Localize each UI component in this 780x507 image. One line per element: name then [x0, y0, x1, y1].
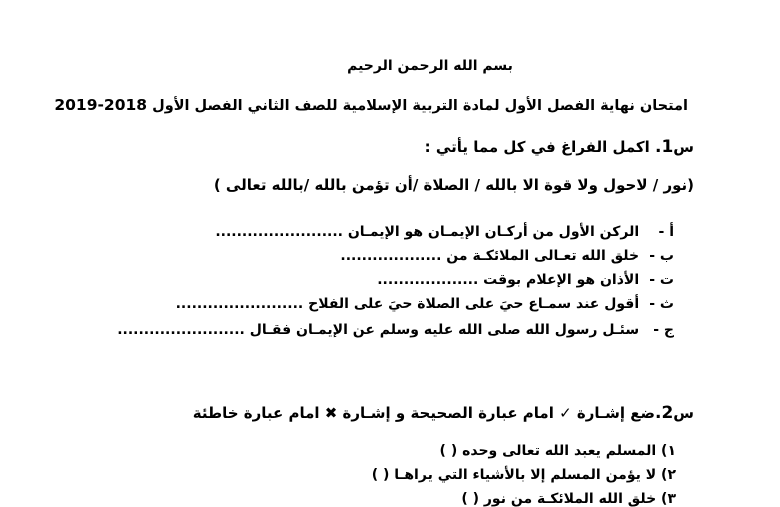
question-1-heading: [425, 137, 694, 157]
item-text: لا يؤمن المسلم إلا بالأشياء التي يراهـا ( ): [371, 467, 657, 483]
item-number: ٣): [661, 491, 676, 507]
item-text: المسلم يعبد الله تعالى وحده ( ): [439, 443, 657, 459]
question-1-number: 1.: [654, 137, 674, 157]
exam-title: [54, 96, 688, 114]
item-letter: ج -: [653, 322, 674, 338]
item-text: سئـل رسول الله صلى الله عليه وسلم عن الإيمـان فقـال ........................: [117, 322, 640, 338]
basmala-heading: بسم الله الرحمن الرحيم: [347, 58, 513, 74]
cross-icon: ✖: [324, 404, 338, 422]
checkmark-icon: ✓: [559, 404, 572, 422]
question-1-item-a: [215, 224, 674, 240]
item-number: ٢): [661, 467, 676, 483]
question-2-number: 2.: [654, 403, 674, 423]
question-1-item-d: [176, 296, 674, 312]
question-2-text-b: امام عبارة الصحيحة و إشـارة: [337, 404, 560, 422]
exam-title-year: 2019-2018: [54, 96, 148, 114]
item-text: الركن الأول من أركـان الإيمـان هو الإيمـان ........................: [215, 224, 640, 240]
question-1-item-c: [377, 272, 674, 288]
question-2-text-a: ضع إشـارة: [571, 404, 655, 422]
item-letter: ت -: [649, 272, 674, 288]
question-2-item-3: [461, 491, 676, 507]
item-text: أقول عند سمـاع حيَ على الصلاة حيَ على الفلاح ........................: [175, 296, 640, 312]
item-text: خلق الله تعـالى الملائكـة من ...................: [340, 248, 640, 264]
question-2-item-1: [440, 443, 676, 459]
item-text: الأذان هو الإعلام بوقت ...................: [377, 272, 640, 288]
question-2-heading: [193, 403, 694, 423]
question-2-text-c: امام عبارة خاطئة: [192, 404, 325, 422]
item-text: خلق الله الملائكـة من نور ( ): [461, 491, 657, 507]
question-1-text: اكمل الفراغ في كل مما يأتي :: [424, 138, 655, 156]
question-2-prefix: س: [673, 404, 694, 422]
exam-title-text: امتحان نهاية الفصل الأول لمادة التربية الإسلامية للصف الثاني الفصل الأول: [152, 98, 688, 114]
item-letter: ب -: [649, 248, 674, 264]
item-letter: ث -: [649, 296, 674, 312]
item-letter: أ -: [658, 224, 674, 240]
question-1-word-bank: (نور / لاحول ولا قوة الا بالله / الصلاة /أن تؤمن بالله /بالله تعالى ): [213, 176, 694, 194]
question-1-prefix: س: [673, 138, 694, 156]
question-2-item-2: [372, 467, 676, 483]
item-number: ١): [661, 443, 676, 459]
question-1-item-b: [340, 248, 674, 264]
question-1-item-e: [117, 322, 674, 338]
